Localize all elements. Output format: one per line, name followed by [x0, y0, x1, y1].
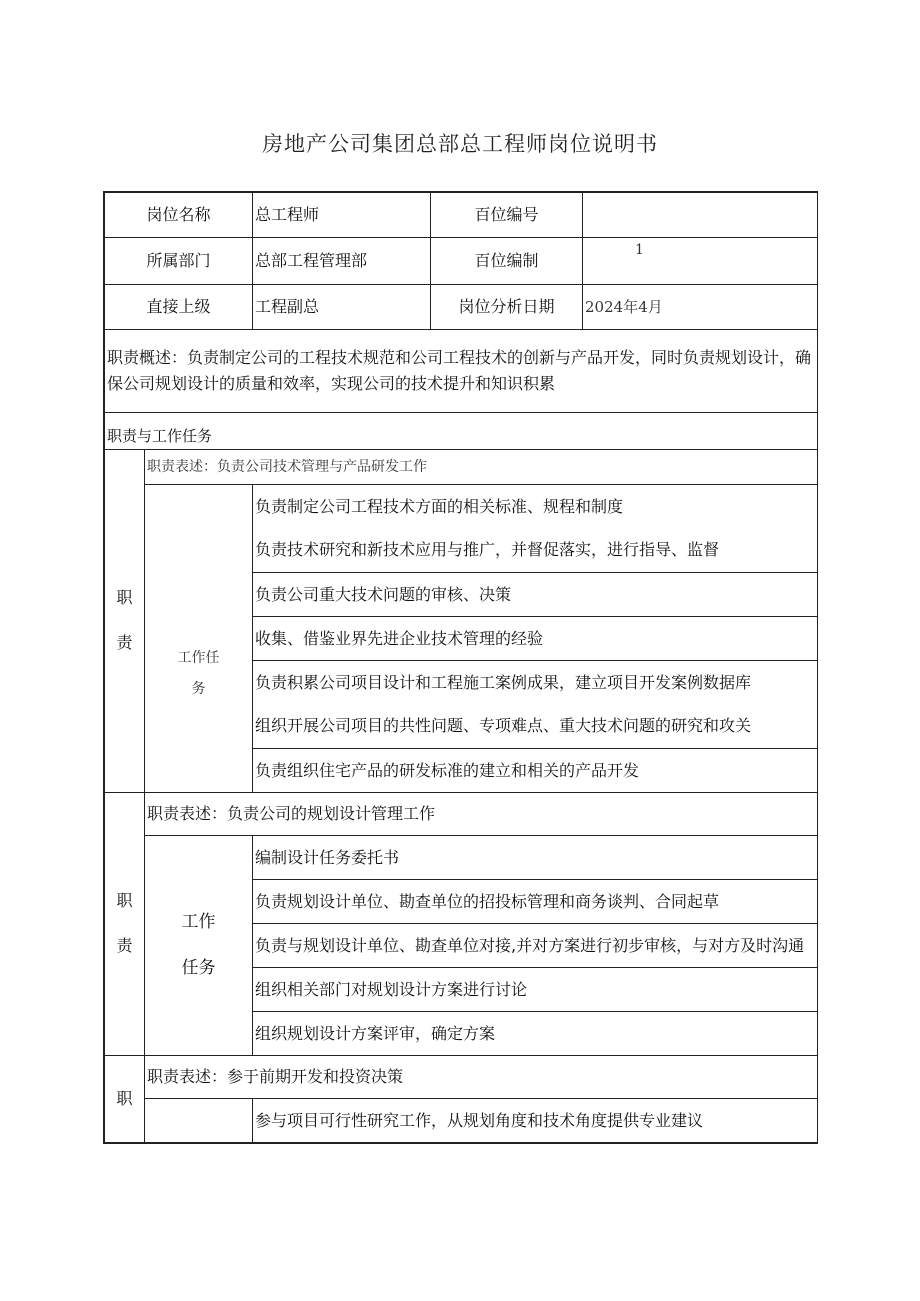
duty-1-task-6: 组织开展公司项目的共性问题、专项难点、重大技术问题的研究和攻关 [253, 705, 818, 749]
info-row-3 [105, 285, 818, 330]
duty-2-task-2: 负责规划设计单位、勘查单位的招投标管理和商务谈判、合同起草 [253, 880, 818, 924]
duty-1-task-2: 负责技术研究和新技术应用与推广，并督促落实，进行指导、监督 [253, 529, 818, 573]
duty-1-task-4: 收集、借鉴业界先进企业技术管理的经验 [253, 617, 818, 661]
duty-2-task-1: 编制设计任务委托书 [253, 836, 818, 880]
duty-1-task-1: 负责制定公司工程技术方面的相关标准、规程和制度 [253, 485, 818, 529]
analysis-date-label: 岗位分析日期 [431, 285, 583, 330]
duty-2-description: 职责表述：负责公司的规划设计管理工作 [145, 793, 818, 836]
duty-1-task-5: 负责积累公司项目设计和工程施工案例成果，建立项目开发案例数据库 [253, 661, 818, 705]
duty-2-task-3: 负责与规划设计单位、勘查单位对接,并对方案进行初步审核，与对方及时沟通 [253, 924, 818, 968]
duties-header: 职责与工作任务 [105, 413, 818, 450]
department-label: 所属部门 [105, 238, 253, 285]
duty-3-task-label [145, 1099, 253, 1143]
task-row [105, 485, 818, 529]
duty-3-side-label: 职 [105, 1056, 145, 1143]
duty-2-task-5: 组织规划设计方案评审，确定方案 [253, 1012, 818, 1056]
info-row-1 [105, 193, 818, 238]
duty-1-task-7: 负责组织住宅产品的研发标准的建立和相关的产品开发 [253, 749, 818, 793]
duty-2-task-4: 组织相关部门对规划设计方案进行讨论 [253, 968, 818, 1012]
duty-2-description-row [105, 793, 818, 836]
duty-1-side-label: 职 责 [105, 450, 145, 793]
document-title: 房地产公司集团总部总工程师岗位说明书 [262, 132, 658, 156]
position-name-label: 岗位名称 [105, 193, 253, 238]
department-value: 总部工程管理部 [253, 238, 431, 285]
position-code-value [583, 193, 818, 238]
duty-2-task-label: 工作 任务 [145, 836, 253, 1056]
position-name-value: 总工程师 [253, 193, 431, 238]
position-code-label: 百位编号 [431, 193, 583, 238]
duty-2-side-label: 职 责 [105, 793, 145, 1056]
duty-1-description-row [105, 450, 818, 485]
duty-1-task-label: 工作任 务 [145, 485, 253, 793]
analysis-date-value: 2024年4月 [583, 285, 818, 330]
supervisor-value: 工程副总 [253, 285, 431, 330]
task-row [105, 1099, 818, 1143]
summary-row [105, 330, 818, 413]
duty-summary: 职责概述：负责制定公司的工程技术规范和公司工程技术的创新与产品开发，同时负责规划设计，确保公司规划设计的质量和效率，实现公司的技术提升和知识积累 [105, 330, 818, 413]
headcount-label: 百位编制 [431, 238, 583, 285]
headcount-value: 1 [583, 238, 818, 285]
supervisor-label: 直接上级 [105, 285, 253, 330]
duty-1-description: 职责表述：负责公司技术管理与产品研发工作 [145, 450, 818, 485]
duty-3-description: 职责表述：参于前期开发和投资决策 [145, 1056, 818, 1099]
task-row [105, 836, 818, 880]
duty-3-description-row [105, 1056, 818, 1099]
info-row-2 [105, 238, 818, 285]
duty-3-task-1: 参与项目可行性研究工作，从规划角度和技术角度提供专业建议 [253, 1099, 818, 1143]
duties-header-row [105, 413, 818, 450]
duty-1-task-3: 负责公司重大技术问题的审核、决策 [253, 573, 818, 617]
job-description-table [103, 191, 818, 1144]
